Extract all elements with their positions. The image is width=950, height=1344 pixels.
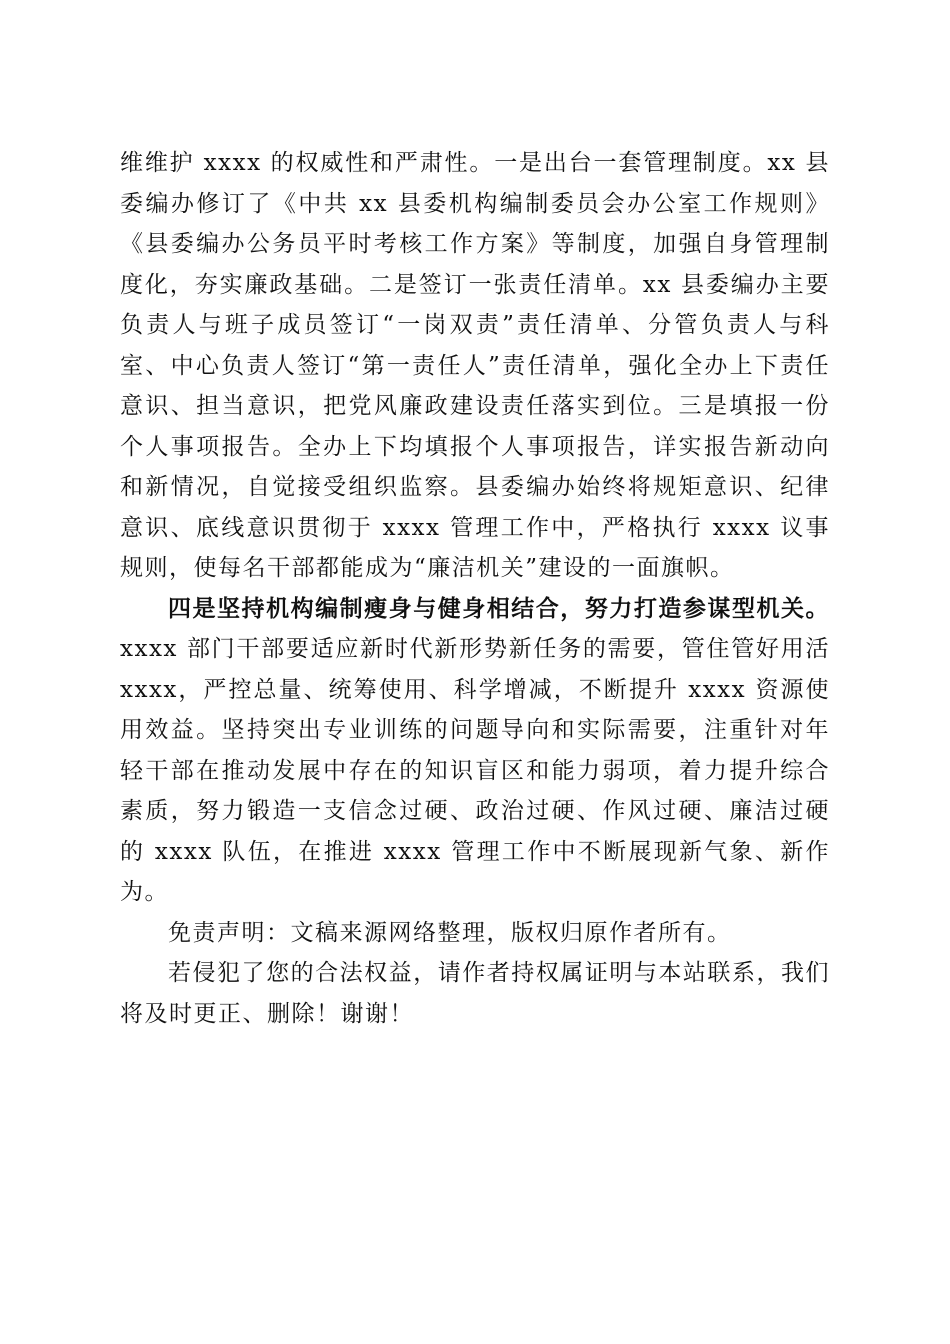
paragraph-four xyxy=(120,589,830,913)
disclaimer-line-1: 免责声明：文稿来源网络整理，版权归原作者所有。 xyxy=(168,919,732,946)
disclaimer-line-2: 若侵犯了您的合法权益，请作者持权属证明与本站联系，我们将及时更正、删除！谢谢！ xyxy=(120,960,830,1027)
paragraph-continuation: 维维护 xxxx 的权威性和严肃性。一是出台一套管理制度。xx 县委编办修订了《中共 xx 县委机构编制委员会办公室工作规则》《县委编办公务员平时考核工作方案》等制度，加强自身管理制度化，夯实廉政基础。二是签订一张责任清单。xx 县委编办主要负责人与班子成员签订“一岗双责”责任清单、分管负责人与科室、中心负责人签订“第一责任人”责任清单，强化全办上下责任意识、担当意识，把党风廉政建设责任落实到位。三是填报一份个人事项报告。全办上下均填报个人事项报告，详实报告新动向和新情况，自觉接受组织监察。县委编办始终将规矩意识、纪律意识、底线意识贯彻于 xxxx 管理工作中，严格执行 xxxx 议事规则，使每名干部都能成为“廉洁机关”建设的一面旗帜。 xyxy=(120,150,830,581)
document-body xyxy=(120,143,830,1034)
paragraph-four-heading: 四是坚持机构编制瘦身与健身相结合，努力打造参谋型机关。 xyxy=(168,594,830,622)
paragraph-four-body: xxxx 部门干部要适应新时代新形势新任务的需要，管住管好用活 xxxx，严控总量、统筹使用、科学增减，不断提升 xxxx 资源使用效益。坚持突出专业训练的问题导向和实际需要，注重针对年轻干部在推动发展中存在的知识盲区和能力弱项，着力提升综合素质，努力锻造一支信念过硬、政治过硬、作风过硬、廉洁过硬的 xxxx 队伍，在推进 xxxx 管理工作中不断展现新气象、新作为。 xyxy=(120,636,830,905)
